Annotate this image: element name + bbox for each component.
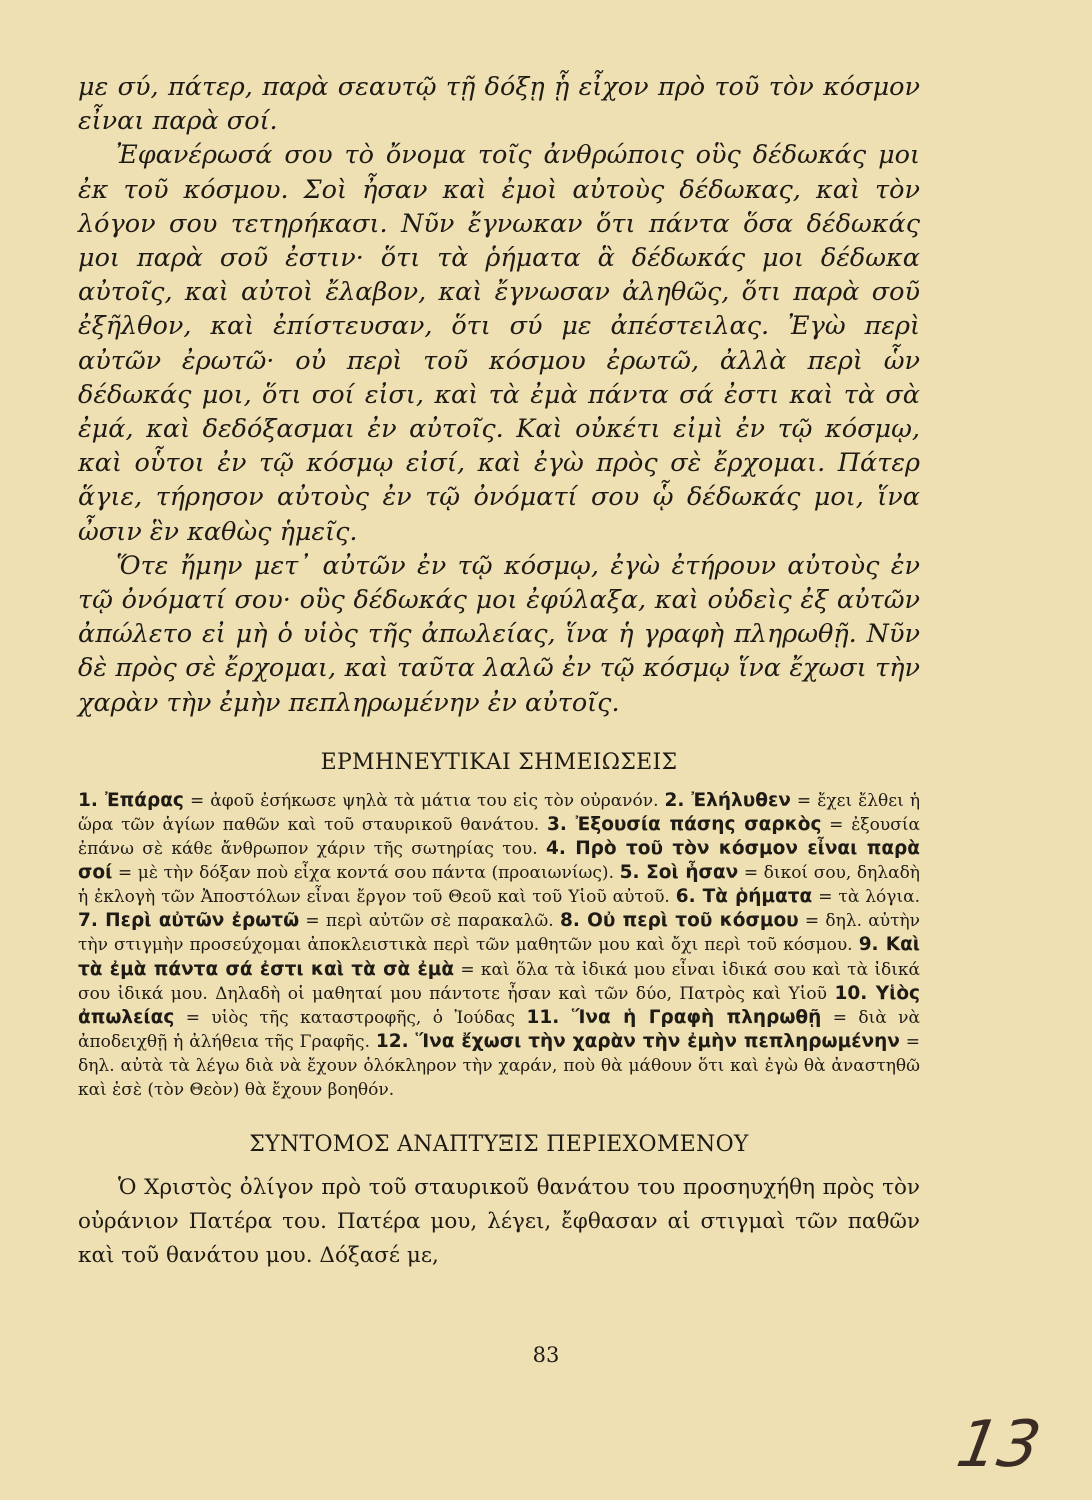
- note-text: = καὶ ὅλα τὰ ἰδικά μου εἶναι ἰδικά σου καὶ τὰ ἰδικά σου ἰδικά μου. Δηλαδὴ οἱ μαθηταί μου πάντοτε ἦσαν καὶ τῶν δύο, Πατρὸς καὶ Υἱοῦ: [78, 959, 920, 1004]
- note-text: = δηλ. αὐτὰ τὰ λέγω διὰ νὰ ἔχουν ὁλόκληρον τὴν χαράν, ποὺ θὰ μάθουν ὅτι καὶ ἐγὼ θὰ ἀναστηθῶ καὶ ἐσὲ (τὸν Θεὸν) θὰ ἔχουν βοηθόν.: [78, 1031, 920, 1100]
- note-text: = ἔχει ἔλθει ἡ ὥρα τῶν ἁγίων παθῶν καὶ τοῦ σταυρικοῦ θανάτου.: [78, 790, 921, 835]
- note-term: 11. Ἵνα ἡ Γραφὴ πληρωθῇ: [526, 1006, 822, 1028]
- handwritten-archive-number: 13: [951, 1408, 1046, 1482]
- scripture-paragraph-2: Ἐφανέρωσά σου τὸ ὄνομα τοῖς ἀνθρώποις οὓς δέδωκάς μοι ἐκ τοῦ κόσμου. Σοὶ ἦσαν καὶ ἐμοὶ αὐτοὺς δέδωκας, καὶ τὸν λόγον σου τετηρήκασι. Νῦν ἔγνωκαν ὅτι πάντα ὅσα δέδωκάς μοι παρὰ σοῦ ἐστιν· ὅτι τὰ ῥήματα ἃ δέδωκάς μοι δέδωκα αὐτοῖς, καὶ αὐτοὶ ἔλαβον, καὶ ἔγνωσαν ἀληθῶς, ὅτι παρὰ σοῦ ἐξῆλθον, καὶ ἐπίστευσαν, ὅτι σύ με ἀπέστειλας. Ἐγὼ περὶ αὐτῶν ἐρωτῶ· οὐ περὶ τοῦ κόσμου ἐρωτῶ, ἀλλὰ περὶ ὧν δέδωκάς μοι, ὅτι σοί εἰσι, καὶ τὰ ἐμὰ πάντα σά ἐστι καὶ τὰ σὰ ἐμά, καὶ δεδόξασμαι ἐν αὐτοῖς. Καὶ οὐκέτι εἰμὶ ἐν τῷ κόσμῳ, καὶ οὗτοι ἐν τῷ κόσμῳ εἰσί, καὶ ἐγὼ πρὸς σὲ ἔρχομαι. Πάτερ ἅγιε, τήρησον αὐτοὺς ἐν τῷ ὀνόματί σου ᾧ δέδωκάς μοι, ἵνα ὦσιν ἓν καθὼς ἡμεῖς.: [78, 140, 920, 547]
- note-term: 2. Ἐλήλυθεν: [664, 789, 791, 811]
- note-text: = ἐξουσία ἐπάνω σὲ κάθε ἄνθρωπον χάριν τῆς σωτηρίας του.: [78, 814, 920, 860]
- note-text: = υἱὸς τῆς καταστροφῆς, ὁ Ἰούδας: [174, 1007, 527, 1028]
- note-text: = δηλ. αὐτὴν τὴν στιγμὴν προσεύχομαι ἀποκλειστικὰ περὶ τῶν μαθητῶν μου καὶ ὄχι περὶ τοῦ κόσμου.: [78, 911, 920, 956]
- note-text: = διὰ νὰ ἀποδειχθῇ ἡ ἀλήθεια τῆς Γραφῆς.: [78, 1007, 920, 1052]
- note-term: 8. Οὐ περὶ τοῦ κόσμου: [559, 910, 799, 932]
- notes-heading: ΕΡΜΗΝΕΥΤΙΚΑΙ ΣΗΜΕΙΩΣΕΙΣ: [320, 749, 678, 775]
- page-content: [78, 70, 920, 1273]
- note-term: 10. Υἱὸς ἀπωλείας: [78, 982, 920, 1028]
- note-term: 5. Σοὶ ἦσαν: [619, 862, 739, 884]
- page-number: 83: [532, 1343, 560, 1367]
- note-term: 4. Πρὸ τοῦ τὸν κόσμον εἶναι παρὰ σοί: [78, 838, 920, 884]
- note-text: = περὶ αὐτῶν σὲ παρακαλῶ.: [299, 911, 560, 932]
- scripture-text: [78, 70, 920, 720]
- note-term: 1. Ἐπάρας: [78, 789, 184, 811]
- note-text: = ἀφοῦ ἐσήκωσε ψηλὰ τὰ μάτια του εἰς τὸν οὐρανόν.: [183, 790, 665, 811]
- note-term: 9. Καὶ τὰ ἐμὰ πάντα σά ἐστι καὶ τὰ σὰ ἐμὰ: [78, 934, 920, 980]
- summary-paragraph: Ὁ Χριστὸς ὀλίγον πρὸ τοῦ σταυρικοῦ θανάτου του προσηυχήθη πρὸς τὸν οὐράνιον Πατέρα του. Πατέρα μου, λέγει, ἔφθασαν αἱ στιγμαὶ τῶν παθῶν καὶ τοῦ θανάτου μου. Δόξασέ με,: [78, 1175, 920, 1269]
- note-text: = τὰ λόγια.: [812, 887, 920, 908]
- notes-block: [78, 789, 920, 1102]
- scripture-paragraph-3: Ὅτε ἤμην μετ᾿ αὐτῶν ἐν τῷ κόσμῳ, ἐγὼ ἐτήρουν αὐτοὺς ἐν τῷ ὀνόματί σου· οὓς δέδωκάς μοι ἐφύλαξα, καὶ οὐδεὶς ἐξ αὐτῶν ἀπώλετο εἰ μὴ ὁ υἱὸς τῆς ἀπωλείας, ἵνα ἡ γραφὴ πληρωθῇ. Νῦν δὲ πρὸς σὲ ἔρχομαι, καὶ ταῦτα λαλῶ ἐν τῷ κόσμῳ ἵνα ἔχωσι τὴν χαρὰν τὴν ἐμὴν πεπληρωμένην ἐν αὐτοῖς.: [78, 550, 920, 718]
- note-term: 3. Ἐξουσία πάσης σαρκὸς: [546, 813, 822, 835]
- note-term: 6. Τὰ ῥήματα: [675, 886, 813, 908]
- summary-heading: ΣΥΝΤΟΜΟΣ ΑΝΑΠΤΥΞΙΣ ΠΕΡΙΕΧΟΜΕΝΟΥ: [249, 1132, 749, 1158]
- note-term: 7. Περὶ αὐτῶν ἐρωτῶ: [78, 910, 300, 932]
- note-text: = μὲ τὴν δόξαν ποὺ εἶχα κοντά σου πάντα (προαιωνίως).: [112, 863, 620, 884]
- scripture-paragraph-1: με σύ, πάτερ, παρὰ σεαυτῷ τῇ δόξῃ ᾗ εἶχον πρὸ τοῦ τὸν κόσμον εἶναι παρὰ σοί.: [78, 72, 920, 137]
- note-text: = δικοί σου, δηλαδὴ ἡ ἐκλογὴ τῶν Ἀποστόλων εἶναι ἔργον τοῦ Θεοῦ καὶ τοῦ Υἱοῦ αὐτοῦ.: [78, 863, 920, 908]
- note-term: 12. Ἵνα ἔχωσι τὴν χαρὰν τὴν ἐμὴν πεπληρωμένην: [375, 1030, 900, 1052]
